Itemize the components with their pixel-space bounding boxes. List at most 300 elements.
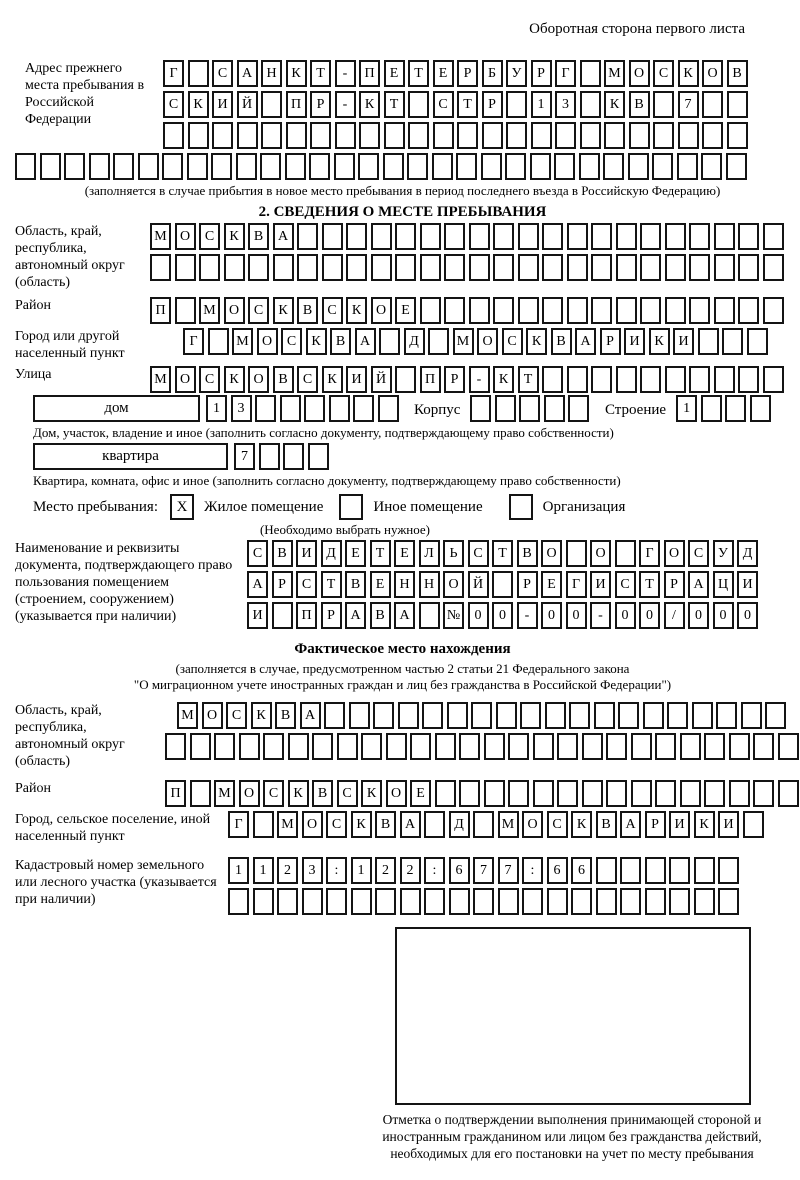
char-cell[interactable] — [508, 733, 529, 760]
char-cell[interactable] — [606, 733, 627, 760]
char-cell[interactable] — [444, 254, 465, 281]
char-cell[interactable] — [544, 395, 565, 422]
char-cell[interactable]: О — [590, 540, 611, 567]
char-cell[interactable]: И — [247, 602, 268, 629]
char-cell[interactable]: К — [188, 91, 209, 118]
char-cell[interactable] — [542, 254, 563, 281]
char-cell[interactable]: О — [175, 223, 196, 250]
char-cell[interactable]: Р — [645, 811, 666, 838]
char-cell[interactable] — [702, 122, 723, 149]
checkbox-organization[interactable] — [509, 494, 533, 520]
char-cell[interactable]: / — [664, 602, 685, 629]
char-cell[interactable] — [420, 254, 441, 281]
char-cell[interactable] — [228, 888, 249, 915]
char-cell[interactable] — [428, 328, 449, 355]
char-cell[interactable] — [400, 888, 421, 915]
char-cell[interactable]: В — [272, 540, 293, 567]
char-cell[interactable]: 3 — [555, 91, 576, 118]
char-cell[interactable]: М — [214, 780, 235, 807]
char-cell[interactable]: О — [371, 297, 392, 324]
char-cell[interactable]: М — [604, 60, 625, 87]
char-cell[interactable]: К — [251, 702, 272, 729]
char-cell[interactable] — [263, 733, 284, 760]
char-cell[interactable] — [237, 122, 258, 149]
char-cell[interactable]: 0 — [688, 602, 709, 629]
char-cell[interactable] — [640, 223, 661, 250]
char-cell[interactable]: И — [590, 571, 611, 598]
char-cell[interactable] — [259, 443, 280, 470]
char-cell[interactable] — [444, 297, 465, 324]
char-cell[interactable]: К — [649, 328, 670, 355]
char-cell[interactable]: - — [517, 602, 538, 629]
char-cell[interactable]: № — [443, 602, 464, 629]
char-cell[interactable] — [273, 254, 294, 281]
char-cell[interactable]: Т — [408, 60, 429, 87]
char-cell[interactable]: 2 — [375, 857, 396, 884]
char-cell[interactable] — [449, 888, 470, 915]
char-cell[interactable]: К — [493, 366, 514, 393]
char-cell[interactable]: Й — [468, 571, 489, 598]
char-cell[interactable] — [629, 122, 650, 149]
char-cell[interactable] — [496, 702, 517, 729]
char-cell[interactable]: В — [275, 702, 296, 729]
char-cell[interactable] — [738, 223, 759, 250]
char-cell[interactable] — [322, 254, 343, 281]
char-cell[interactable]: О — [386, 780, 407, 807]
char-cell[interactable] — [580, 91, 601, 118]
char-cell[interactable]: С — [247, 540, 268, 567]
char-cell[interactable]: И — [737, 571, 758, 598]
char-cell[interactable] — [750, 395, 771, 422]
char-cell[interactable] — [15, 153, 36, 180]
char-cell[interactable] — [620, 857, 641, 884]
char-cell[interactable] — [618, 702, 639, 729]
char-cell[interactable]: 7 — [498, 857, 519, 884]
char-cell[interactable] — [694, 857, 715, 884]
char-cell[interactable] — [689, 297, 710, 324]
char-cell[interactable] — [285, 153, 306, 180]
char-cell[interactable]: С — [322, 297, 343, 324]
char-cell[interactable] — [753, 733, 774, 760]
char-cell[interactable] — [398, 702, 419, 729]
char-cell[interactable]: В — [273, 366, 294, 393]
char-cell[interactable] — [383, 153, 404, 180]
char-cell[interactable] — [277, 888, 298, 915]
char-cell[interactable] — [653, 122, 674, 149]
char-cell[interactable] — [498, 888, 519, 915]
char-cell[interactable]: О — [541, 540, 562, 567]
char-cell[interactable]: О — [224, 297, 245, 324]
char-cell[interactable] — [64, 153, 85, 180]
char-cell[interactable] — [353, 395, 374, 422]
char-cell[interactable]: А — [237, 60, 258, 87]
char-cell[interactable]: О — [702, 60, 723, 87]
char-cell[interactable] — [224, 254, 245, 281]
char-cell[interactable]: У — [713, 540, 734, 567]
char-cell[interactable]: 7 — [473, 857, 494, 884]
char-cell[interactable] — [606, 780, 627, 807]
char-cell[interactable]: П — [359, 60, 380, 87]
char-cell[interactable]: К — [286, 60, 307, 87]
char-cell[interactable] — [384, 122, 405, 149]
char-cell[interactable] — [288, 733, 309, 760]
char-cell[interactable] — [187, 153, 208, 180]
char-cell[interactable] — [567, 366, 588, 393]
char-cell[interactable]: К — [224, 223, 245, 250]
char-cell[interactable] — [669, 857, 690, 884]
char-cell[interactable] — [280, 395, 301, 422]
char-cell[interactable]: Г — [639, 540, 660, 567]
char-cell[interactable]: У — [506, 60, 527, 87]
char-cell[interactable] — [566, 540, 587, 567]
char-cell[interactable]: М — [277, 811, 298, 838]
char-cell[interactable]: Е — [433, 60, 454, 87]
char-cell[interactable] — [113, 153, 134, 180]
char-cell[interactable] — [542, 297, 563, 324]
char-cell[interactable] — [631, 733, 652, 760]
char-cell[interactable]: 7 — [678, 91, 699, 118]
char-cell[interactable] — [459, 733, 480, 760]
char-cell[interactable]: Р — [482, 91, 503, 118]
char-cell[interactable] — [334, 153, 355, 180]
char-cell[interactable] — [604, 122, 625, 149]
char-cell[interactable] — [484, 780, 505, 807]
char-cell[interactable] — [542, 366, 563, 393]
char-cell[interactable] — [506, 122, 527, 149]
char-cell[interactable]: С — [212, 60, 233, 87]
char-cell[interactable]: Р — [664, 571, 685, 598]
char-cell[interactable] — [473, 811, 494, 838]
char-cell[interactable] — [616, 254, 637, 281]
char-cell[interactable] — [518, 297, 539, 324]
char-cell[interactable] — [272, 602, 293, 629]
char-cell[interactable] — [260, 153, 281, 180]
char-cell[interactable]: М — [498, 811, 519, 838]
char-cell[interactable]: А — [300, 702, 321, 729]
char-cell[interactable]: С — [248, 297, 269, 324]
char-cell[interactable] — [530, 153, 551, 180]
char-cell[interactable] — [493, 254, 514, 281]
char-cell[interactable] — [459, 780, 480, 807]
char-cell[interactable]: С — [653, 60, 674, 87]
char-cell[interactable]: 0 — [639, 602, 660, 629]
char-cell[interactable]: 0 — [615, 602, 636, 629]
char-cell[interactable]: - — [469, 366, 490, 393]
char-cell[interactable] — [692, 702, 713, 729]
char-cell[interactable]: В — [596, 811, 617, 838]
char-cell[interactable] — [554, 153, 575, 180]
char-cell[interactable]: И — [624, 328, 645, 355]
char-cell[interactable] — [518, 223, 539, 250]
char-cell[interactable]: К — [359, 91, 380, 118]
char-cell[interactable] — [395, 366, 416, 393]
char-cell[interactable]: Г — [566, 571, 587, 598]
char-cell[interactable]: Е — [345, 540, 366, 567]
char-cell[interactable] — [361, 733, 382, 760]
char-cell[interactable] — [520, 702, 541, 729]
char-cell[interactable]: - — [335, 60, 356, 87]
char-cell[interactable]: В — [345, 571, 366, 598]
char-cell[interactable] — [763, 366, 784, 393]
char-cell[interactable] — [506, 91, 527, 118]
char-cell[interactable] — [495, 395, 516, 422]
char-cell[interactable] — [261, 122, 282, 149]
char-cell[interactable]: О — [202, 702, 223, 729]
char-cell[interactable] — [591, 254, 612, 281]
char-cell[interactable] — [655, 780, 676, 807]
char-cell[interactable] — [669, 888, 690, 915]
char-cell[interactable] — [582, 780, 603, 807]
checkbox-residential[interactable]: X — [170, 494, 194, 520]
char-cell[interactable]: А — [688, 571, 709, 598]
char-cell[interactable] — [395, 254, 416, 281]
char-cell[interactable] — [407, 153, 428, 180]
char-cell[interactable] — [765, 702, 786, 729]
char-cell[interactable]: О — [664, 540, 685, 567]
char-cell[interactable]: С — [199, 223, 220, 250]
char-cell[interactable]: Р — [457, 60, 478, 87]
char-cell[interactable] — [519, 395, 540, 422]
char-cell[interactable] — [555, 122, 576, 149]
char-cell[interactable] — [645, 888, 666, 915]
char-cell[interactable] — [505, 153, 526, 180]
char-cell[interactable] — [395, 223, 416, 250]
char-cell[interactable]: Д — [737, 540, 758, 567]
char-cell[interactable] — [324, 702, 345, 729]
char-cell[interactable] — [665, 254, 686, 281]
char-cell[interactable]: В — [248, 223, 269, 250]
char-cell[interactable]: А — [400, 811, 421, 838]
char-cell[interactable] — [410, 733, 431, 760]
char-cell[interactable] — [567, 297, 588, 324]
char-cell[interactable] — [310, 122, 331, 149]
char-cell[interactable]: П — [286, 91, 307, 118]
char-cell[interactable]: С — [263, 780, 284, 807]
char-cell[interactable] — [378, 395, 399, 422]
char-cell[interactable] — [261, 91, 282, 118]
char-cell[interactable]: Р — [321, 602, 342, 629]
char-cell[interactable] — [208, 328, 229, 355]
char-cell[interactable]: Т — [492, 540, 513, 567]
char-cell[interactable] — [596, 888, 617, 915]
char-cell[interactable] — [616, 297, 637, 324]
char-cell[interactable] — [722, 328, 743, 355]
house-type-box[interactable]: дом — [33, 395, 200, 422]
char-cell[interactable]: Р — [272, 571, 293, 598]
char-cell[interactable] — [373, 702, 394, 729]
char-cell[interactable] — [655, 733, 676, 760]
char-cell[interactable] — [420, 223, 441, 250]
char-cell[interactable]: И — [718, 811, 739, 838]
char-cell[interactable] — [89, 153, 110, 180]
char-cell[interactable]: О — [302, 811, 323, 838]
char-cell[interactable] — [297, 254, 318, 281]
char-cell[interactable] — [175, 254, 196, 281]
char-cell[interactable]: А — [394, 602, 415, 629]
char-cell[interactable] — [286, 122, 307, 149]
char-cell[interactable] — [680, 780, 701, 807]
char-cell[interactable]: В — [727, 60, 748, 87]
char-cell[interactable]: Р — [531, 60, 552, 87]
char-cell[interactable]: Т — [518, 366, 539, 393]
char-cell[interactable] — [698, 328, 719, 355]
char-cell[interactable] — [444, 223, 465, 250]
char-cell[interactable] — [580, 122, 601, 149]
char-cell[interactable] — [701, 153, 722, 180]
char-cell[interactable]: А — [273, 223, 294, 250]
char-cell[interactable]: О — [175, 366, 196, 393]
char-cell[interactable] — [420, 297, 441, 324]
char-cell[interactable]: 0 — [541, 602, 562, 629]
char-cell[interactable]: С — [163, 91, 184, 118]
char-cell[interactable]: И — [673, 328, 694, 355]
char-cell[interactable]: И — [669, 811, 690, 838]
char-cell[interactable] — [531, 122, 552, 149]
char-cell[interactable] — [358, 153, 379, 180]
char-cell[interactable] — [714, 223, 735, 250]
char-cell[interactable]: В — [370, 602, 391, 629]
char-cell[interactable]: О — [248, 366, 269, 393]
char-cell[interactable]: С — [337, 780, 358, 807]
char-cell[interactable]: К — [288, 780, 309, 807]
char-cell[interactable]: 6 — [571, 857, 592, 884]
char-cell[interactable] — [547, 888, 568, 915]
char-cell[interactable]: 0 — [492, 602, 513, 629]
char-cell[interactable] — [689, 223, 710, 250]
char-cell[interactable] — [433, 122, 454, 149]
char-cell[interactable]: П — [296, 602, 317, 629]
char-cell[interactable]: 0 — [566, 602, 587, 629]
char-cell[interactable] — [643, 702, 664, 729]
char-cell[interactable] — [741, 702, 762, 729]
char-cell[interactable]: Т — [310, 60, 331, 87]
char-cell[interactable]: К — [224, 366, 245, 393]
char-cell[interactable] — [239, 733, 260, 760]
char-cell[interactable] — [557, 780, 578, 807]
char-cell[interactable] — [704, 733, 725, 760]
char-cell[interactable]: К — [273, 297, 294, 324]
char-cell[interactable] — [386, 733, 407, 760]
char-cell[interactable] — [40, 153, 61, 180]
char-cell[interactable] — [424, 811, 445, 838]
char-cell[interactable] — [729, 733, 750, 760]
char-cell[interactable]: 0 — [713, 602, 734, 629]
char-cell[interactable]: В — [629, 91, 650, 118]
char-cell[interactable]: 1 — [531, 91, 552, 118]
char-cell[interactable] — [337, 733, 358, 760]
apartment-type-box[interactable]: квартира — [33, 443, 228, 470]
char-cell[interactable] — [694, 888, 715, 915]
char-cell[interactable] — [469, 254, 490, 281]
char-cell[interactable]: 6 — [449, 857, 470, 884]
char-cell[interactable]: П — [150, 297, 171, 324]
char-cell[interactable]: Т — [384, 91, 405, 118]
char-cell[interactable] — [689, 254, 710, 281]
char-cell[interactable] — [255, 395, 276, 422]
char-cell[interactable] — [518, 254, 539, 281]
char-cell[interactable]: М — [232, 328, 253, 355]
char-cell[interactable] — [346, 223, 367, 250]
char-cell[interactable]: О — [239, 780, 260, 807]
char-cell[interactable] — [253, 811, 274, 838]
char-cell[interactable] — [678, 122, 699, 149]
char-cell[interactable] — [419, 602, 440, 629]
char-cell[interactable] — [349, 702, 370, 729]
char-cell[interactable]: С — [281, 328, 302, 355]
char-cell[interactable] — [652, 153, 673, 180]
char-cell[interactable] — [727, 91, 748, 118]
char-cell[interactable] — [747, 328, 768, 355]
char-cell[interactable]: О — [522, 811, 543, 838]
char-cell[interactable]: 3 — [302, 857, 323, 884]
char-cell[interactable]: С — [547, 811, 568, 838]
char-cell[interactable] — [371, 254, 392, 281]
char-cell[interactable] — [188, 122, 209, 149]
char-cell[interactable]: Ь — [443, 540, 464, 567]
char-cell[interactable] — [615, 540, 636, 567]
char-cell[interactable]: М — [150, 366, 171, 393]
char-cell[interactable]: Е — [541, 571, 562, 598]
char-cell[interactable] — [701, 395, 722, 422]
char-cell[interactable] — [190, 780, 211, 807]
char-cell[interactable] — [726, 153, 747, 180]
char-cell[interactable]: К — [322, 366, 343, 393]
char-cell[interactable] — [309, 153, 330, 180]
char-cell[interactable] — [738, 254, 759, 281]
char-cell[interactable] — [304, 395, 325, 422]
char-cell[interactable]: - — [335, 91, 356, 118]
char-cell[interactable] — [351, 888, 372, 915]
char-cell[interactable] — [718, 888, 739, 915]
char-cell[interactable]: Е — [395, 297, 416, 324]
char-cell[interactable] — [371, 223, 392, 250]
char-cell[interactable] — [716, 702, 737, 729]
char-cell[interactable]: А — [355, 328, 376, 355]
char-cell[interactable]: 1 — [228, 857, 249, 884]
char-cell[interactable] — [594, 702, 615, 729]
char-cell[interactable]: М — [177, 702, 198, 729]
char-cell[interactable]: С — [296, 571, 317, 598]
char-cell[interactable] — [456, 153, 477, 180]
char-cell[interactable] — [616, 366, 637, 393]
char-cell[interactable] — [188, 60, 209, 87]
char-cell[interactable] — [727, 122, 748, 149]
char-cell[interactable]: Л — [419, 540, 440, 567]
char-cell[interactable]: Й — [371, 366, 392, 393]
char-cell[interactable]: 6 — [547, 857, 568, 884]
char-cell[interactable]: 1 — [676, 395, 697, 422]
char-cell[interactable] — [533, 733, 554, 760]
char-cell[interactable] — [729, 780, 750, 807]
char-cell[interactable] — [603, 153, 624, 180]
char-cell[interactable]: 7 — [234, 443, 255, 470]
char-cell[interactable] — [482, 122, 503, 149]
char-cell[interactable] — [212, 122, 233, 149]
char-cell[interactable] — [714, 366, 735, 393]
char-cell[interactable]: М — [150, 223, 171, 250]
char-cell[interactable]: А — [345, 602, 366, 629]
char-cell[interactable]: К — [306, 328, 327, 355]
char-cell[interactable] — [665, 366, 686, 393]
char-cell[interactable] — [571, 888, 592, 915]
char-cell[interactable]: Г — [555, 60, 576, 87]
char-cell[interactable]: 1 — [253, 857, 274, 884]
char-cell[interactable] — [667, 702, 688, 729]
char-cell[interactable]: И — [212, 91, 233, 118]
char-cell[interactable]: С — [468, 540, 489, 567]
char-cell[interactable] — [150, 254, 171, 281]
char-cell[interactable] — [579, 153, 600, 180]
